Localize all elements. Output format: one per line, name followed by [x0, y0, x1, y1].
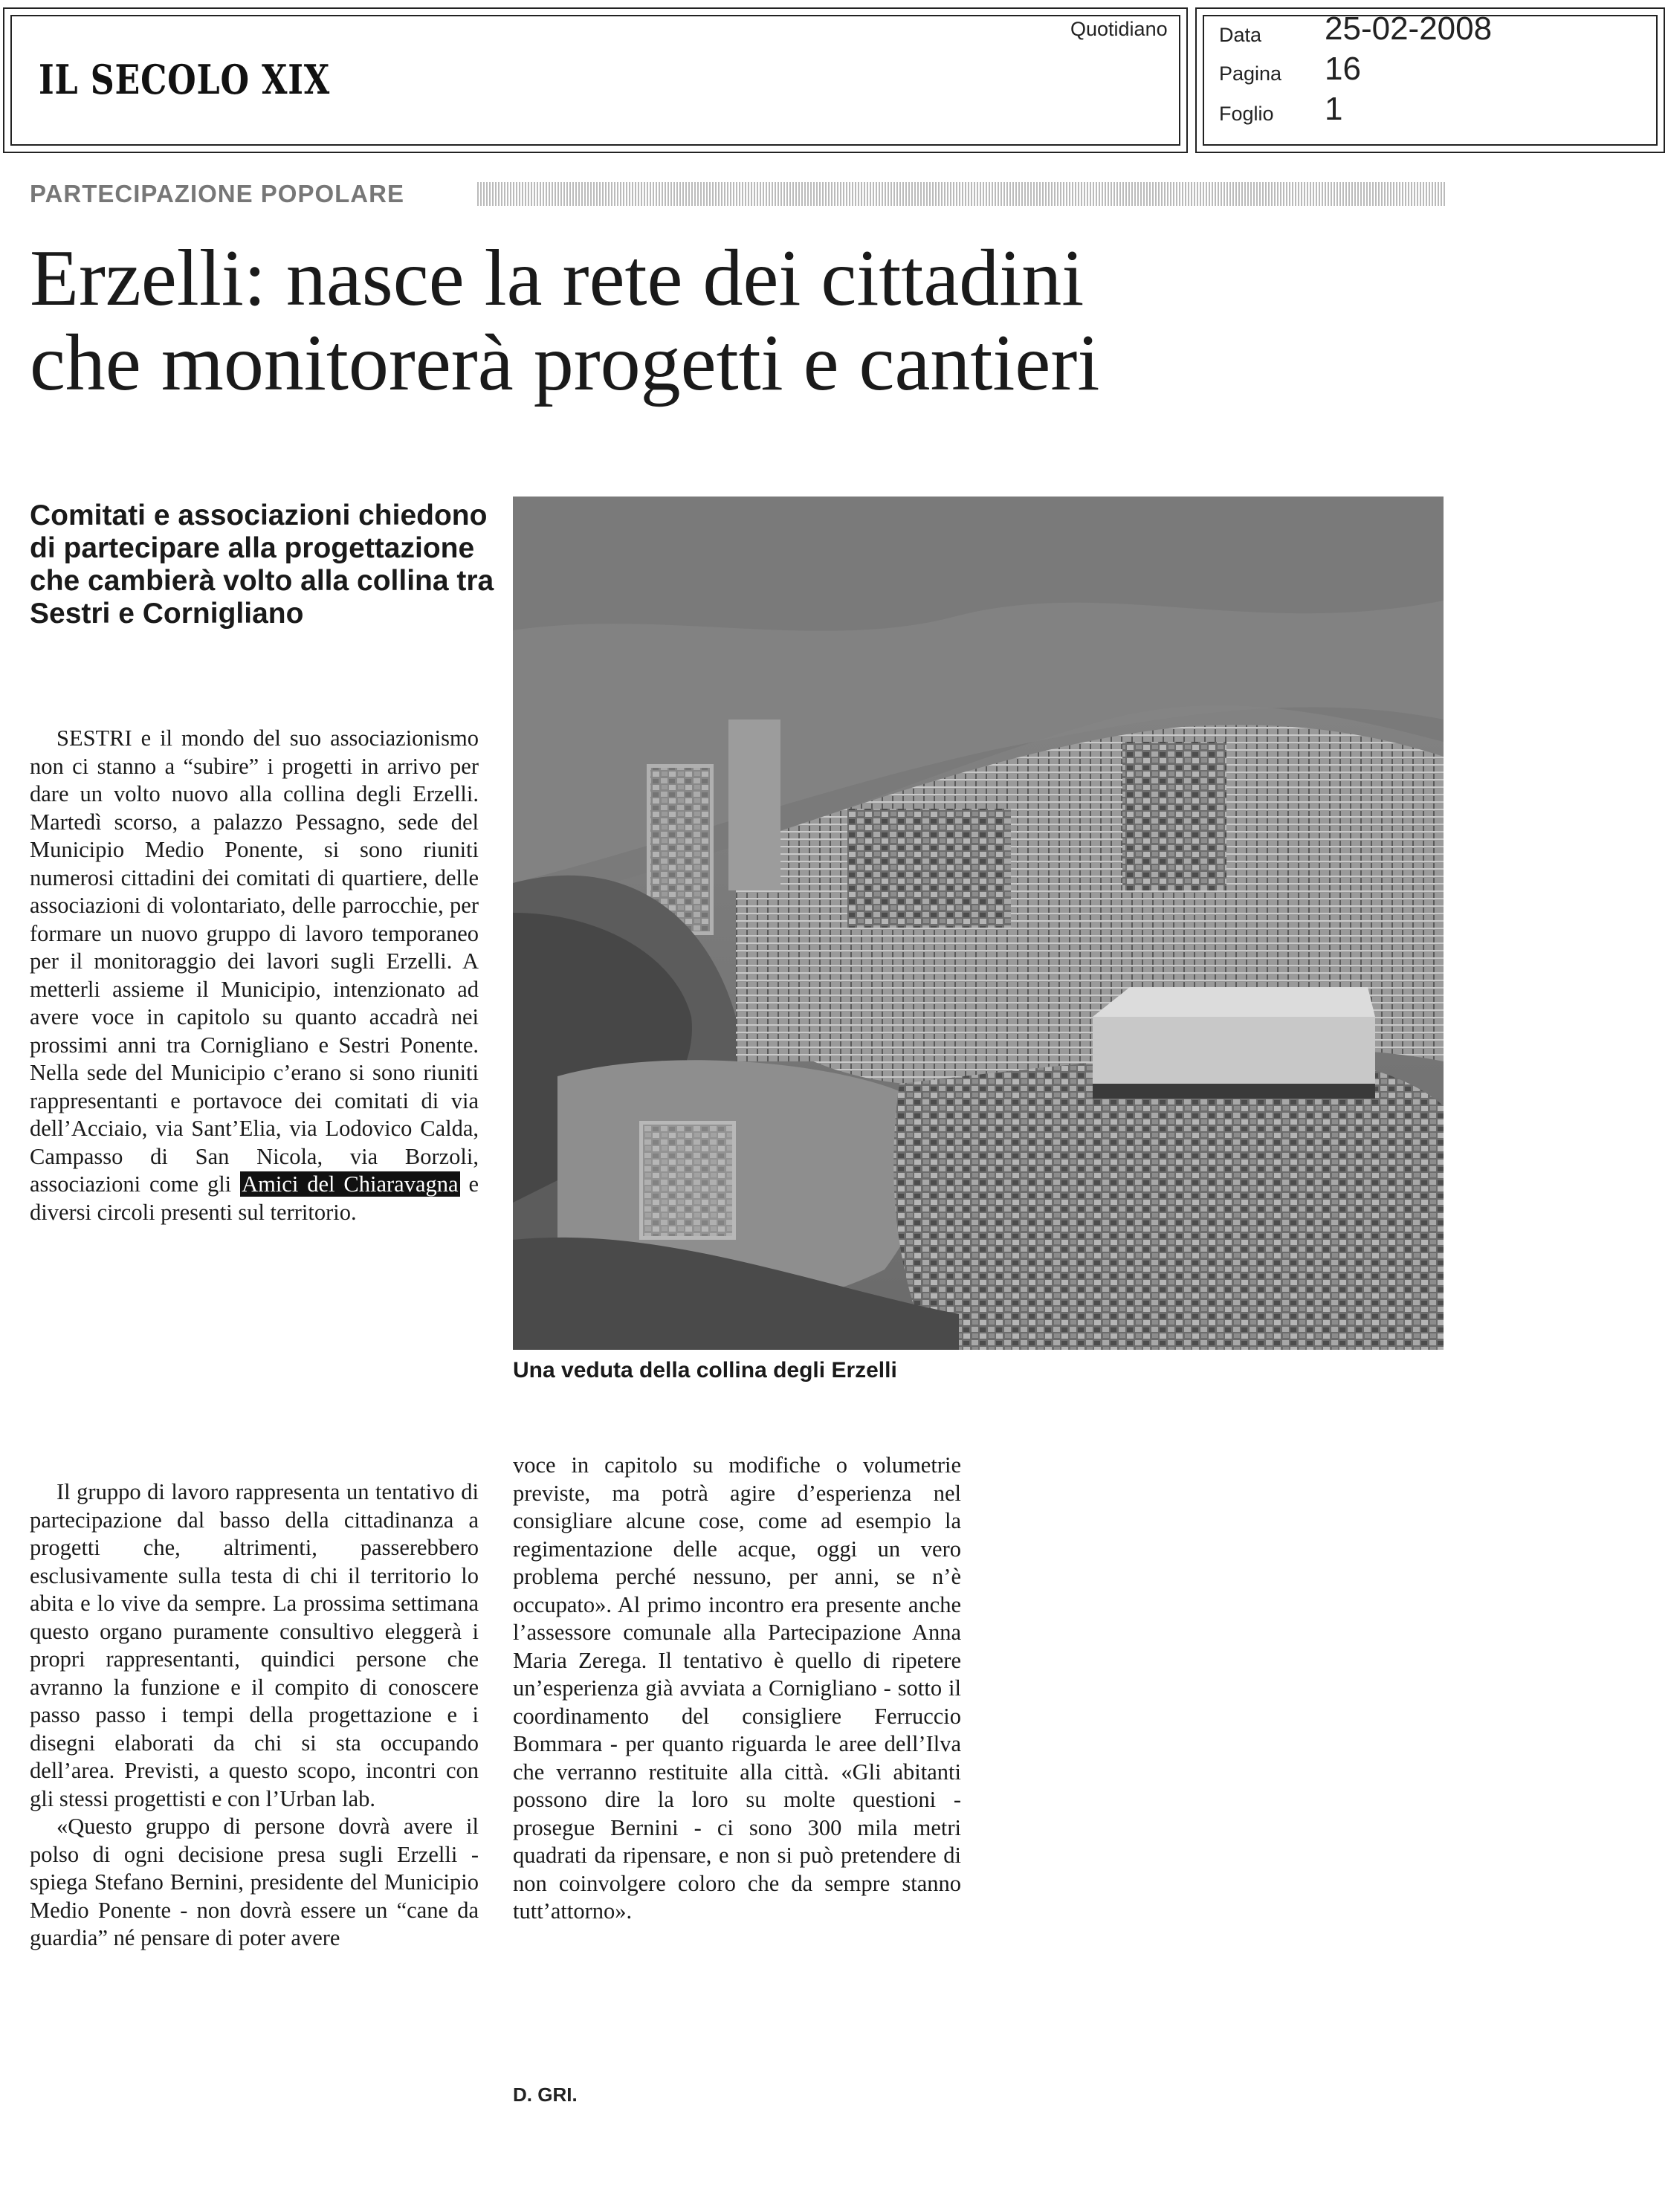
erzelli-hill-image — [513, 497, 1444, 1350]
kicker-rule — [477, 182, 1445, 206]
paragraph-3: «Questo gruppo di persone dovrà avere il polso di ogni decisione presa sugli Erzelli - spiega Stefano Bernini, presidente del Municipio Medio Ponente - non dovrà essere un “cane da guardia” né pensare di poter avere — [30, 1814, 479, 1950]
page-value: 16 — [1325, 51, 1361, 87]
photo-caption: Una veduta della collina degli Erzelli — [513, 1358, 897, 1382]
headline — [30, 236, 1628, 406]
headline-line-1: Erzelli: nasce la rete dei cittadini — [30, 234, 1084, 323]
highlighted-association: Amici del Chiaravagna — [242, 1171, 459, 1197]
byline: D. GRI. — [513, 2083, 578, 2106]
section-kicker: PARTECIPAZIONE POPOLARE — [30, 180, 404, 207]
article-column-1-top — [30, 725, 479, 1226]
headline-line-2: che monitorerà progetti e cantieri — [30, 319, 1100, 407]
publication-type: Quotidiano — [1070, 18, 1168, 40]
sheet-label: Foglio — [1219, 103, 1274, 125]
sheet-value: 1 — [1325, 91, 1343, 127]
paragraph-2: Il gruppo di lavoro rappresenta un tentativo di partecipazione dal basso della cittadinanza a progetti che, altrimenti, passerebbero esclusivamente sulla testa di chi il territorio lo abita e lo vive da sempre. La prossima settimana questo organo puramente consultivo eleggerà i propri rappresentanti, quindici persone che avranno la funzione e il compito di conoscere passo passo i tempi della progettazione e i disegni elaborati da chi si sta occupando dell’area. Previsti, a questo scopo, incontri con gli stessi progettisti e con l’Urban lab. — [30, 1479, 479, 1811]
page-label: Pagina — [1219, 62, 1282, 85]
date-label: Data — [1219, 24, 1262, 46]
aerial-photo — [513, 497, 1444, 1350]
newspaper-masthead: IL SECOLO XIX — [39, 56, 331, 103]
paragraph-1-text: SESTRI e il mondo del suo associazionismo non ci stanno a “subire” i progetti in arrivo per dare un volto nuovo alla collina degli Erzelli. Martedì scorso, a palazzo Pessagno, sede del Municipio Medio Ponente, si sono riuniti numerosi cittadini dei comitati di quartiere, delle associazioni di volontariato, delle parrocchie, per formare un nuovo gruppo di lavoro temporaneo per il monitoraggio dei lavori sugli Erzelli. A metterli assieme il Municipio, intenzionato ad avere voce in capitolo su quanto accadrà nei prossimi anni tra Cornigliano e Sestri Ponente. Nella sede del Municipio c’erano si sono riuniti rappresentanti e portavoce dei comitati di via dell’Acciaio, via Sant’Elia, via Lodovico Calda, Campasso di San Nicola, via Borzoli, associazioni come gli — [30, 725, 479, 1197]
paragraph-3-continued: voce in capitolo su modifiche o volumetrie previste, ma potrà agire d’esperienza nel consigliare alcune cose, come ad esempio la regimentazione delle acque, oggi un vero problema perché nessuno, per anni, se n’è occupato». Al primo incontro era presente anche l’assessore comunale alla Partecipazione Anna Maria Zerega. Il tentativo è quello di ripetere un’esperienza già avviata a Cornigliano - sotto il coordinamento del consigliere Ferruccio Bommara - per quanto riguarda le aree dell’Ilva che verranno restituite alla città. «Gli abitanti possono dire la loro su molte questioni - prosegue Bernini - ci sono 300 mila metri quadrati da ripensare, e non si può pretendere di non coinvolgere coloro che da sempre stanno tutt’attorno». — [513, 1452, 961, 1924]
date-value: 25-02-2008 — [1325, 10, 1493, 47]
article-column-1-bottom — [30, 1478, 479, 1953]
paragraph-1-end: e diversi circoli presenti sul territorio. — [30, 1171, 479, 1225]
paragraph-1 — [30, 725, 479, 1226]
article-column-2 — [513, 1452, 961, 1926]
subheadline: Comitati e associazioni chiedono di partecipare alla progettazione che cambierà volto alla collina tra Sestri e Cornigliano — [30, 499, 494, 630]
